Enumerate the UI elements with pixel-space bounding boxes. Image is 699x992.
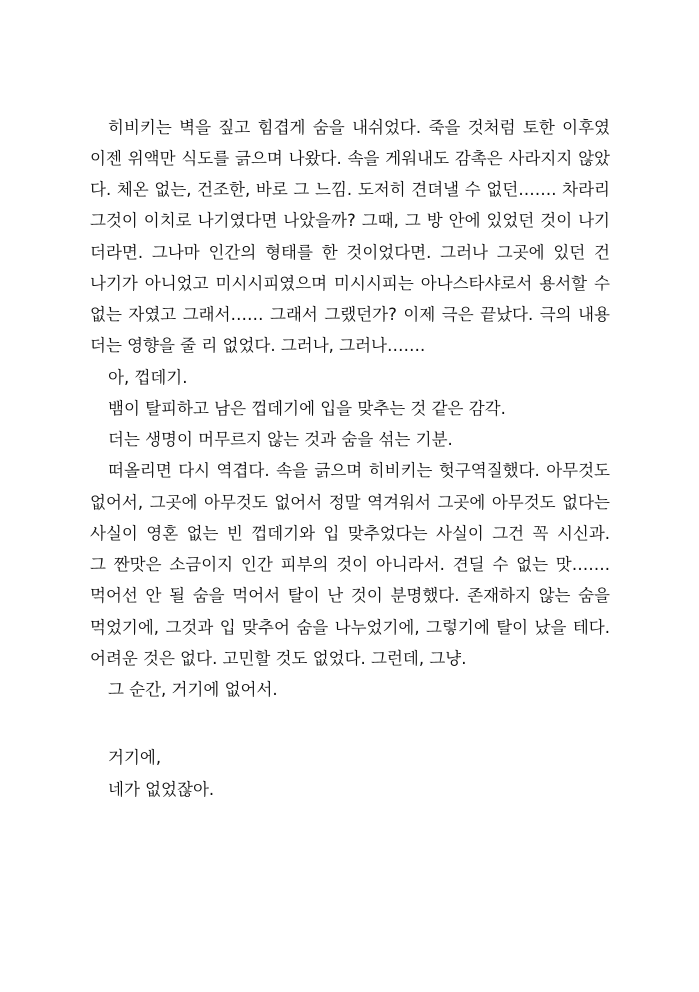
text-line: 어려운 것은 없다. 고민할 것도 없었다. 그런데, 그냥. [90, 649, 467, 668]
text-line: 히비키는 벽을 짚고 힘겹게 숨을 내쉬었다. 죽을 것처럼 토한 이후였 [108, 118, 610, 137]
text-line: 아, 껍데기. [108, 368, 188, 387]
text-line: 더는 영향을 줄 리 없었다. 그러나, 그러나……. [90, 336, 426, 355]
text-line: 이젠 위액만 식도를 긁으며 나왔다. 속을 게워내도 감촉은 사라지지 않았 [90, 149, 610, 168]
text-line: 그 순간, 거기에 없어서. [108, 680, 278, 699]
text-line: 없어서, 그곳에 아무것도 없어서 정말 역겨워서 그곳에 아무것도 없다는 [90, 493, 610, 512]
text-line: 먹었기에, 그것과 입 맞추어 숨을 나누었기에, 그렇기에 탈이 났을 테다. [90, 618, 610, 637]
text-line: 다. 체온 없는, 건조한, 바로 그 느낌. 도저히 견뎌낼 수 없던……. 차라리 [90, 180, 610, 199]
text-line: 없는 자였고 그래서…… 그래서 그랬던가? 이제 극은 끝났다. 극의 내용 [90, 305, 610, 324]
text-line: 그 짠맛은 소금이지 인간 피부의 것이 아니라서. 견딜 수 없는 맛……. [90, 555, 610, 574]
text-line: 나기가 아니었고 미시시피였으며 미시시피는 아나스타샤로서 용서할 수 [90, 274, 610, 293]
text-line: 더는 생명이 머무르지 않는 것과 숨을 섞는 기분. [108, 430, 453, 449]
text-line: 거기에, [108, 748, 162, 767]
text-line: 사실이 영혼 없는 빈 껍데기와 입 맞추었다는 사실이 그건 꼭 시신과. [90, 524, 610, 543]
text-line: 먹어선 안 될 숨을 먹어서 탈이 난 것이 분명했다. 존재하지 않는 숨을 [90, 586, 610, 605]
text-line: 그것이 이치로 나기였다면 나았을까? 그때, 그 방 안에 있었던 것이 나기 [90, 211, 610, 230]
text-line: 떠올리면 다시 역겹다. 속을 긁으며 히비키는 헛구역질했다. 아무것도 [108, 461, 610, 480]
text-line: 네가 없었잖아. [108, 780, 215, 799]
text-line: 더라면. 그나마 인간의 형태를 한 것이었다면. 그러나 그곳에 있던 건 [90, 243, 610, 262]
text-line: 뱀이 탈피하고 남은 껍데기에 입을 맞추는 것 같은 감각. [108, 399, 506, 418]
